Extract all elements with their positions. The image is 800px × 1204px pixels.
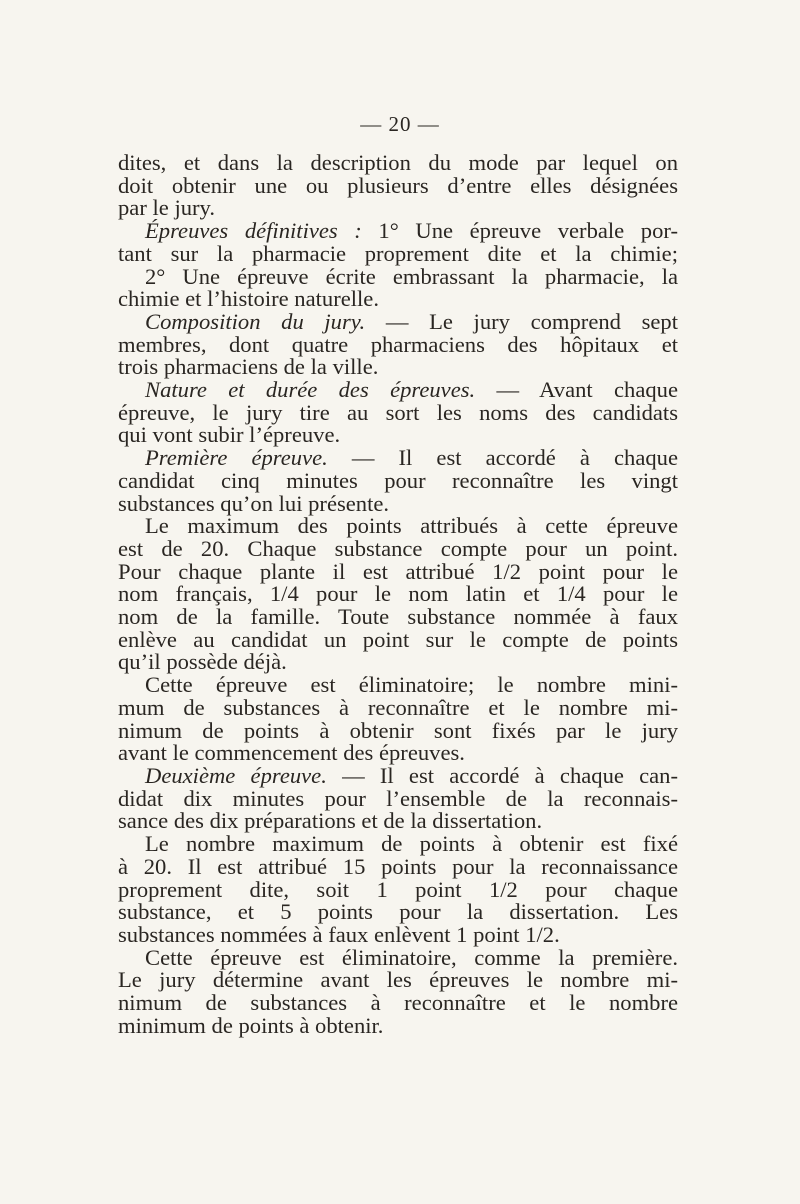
text-run: — Le jury comprend sept [365, 308, 678, 334]
text-line: Le jury détermine avant les épreuves le nombre mi- [118, 967, 678, 993]
text-line: est de 20. Chaque substance compte pour un point. [118, 535, 678, 561]
text-run: 1° Une épreuve verbale por- [361, 218, 678, 244]
text-line: proprement dite, soit 1 point 1/2 pour chaque [118, 876, 678, 902]
text-line: chimie et l’histoire naturelle. [118, 286, 379, 312]
text-line [118, 762, 678, 788]
text-line: mum de substances à reconnaître et le nombre mi- [118, 694, 678, 720]
text-line: substance, et 5 points pour la dissertation. Les [118, 899, 678, 925]
text-line: dites, et dans la description du mode par lequel on [118, 150, 678, 175]
text-line [118, 220, 678, 243]
text-line: substances nommées à faux enlèvent 1 point 1/2. [118, 921, 560, 947]
text-line: Pour chaque plante il est attribué 1/2 point pour le [118, 558, 678, 584]
section-heading: Composition du jury. [145, 308, 366, 334]
text-line: trois pharmaciens de la ville. [118, 354, 379, 380]
text-line: Le maximum des points attribués à cette épreuve [145, 513, 678, 539]
text-line: nom français, 1/4 pour le nom latin et 1/4 pour le [118, 581, 678, 607]
text-line: didat dix minutes pour l’ensemble de la reconnais- [118, 785, 678, 811]
text-run: — Avant chaque [475, 377, 678, 403]
page-number: — 20 — [360, 112, 440, 136]
text-line: candidat cinq minutes pour reconnaître les vingt [118, 467, 678, 493]
text-line: Cette épreuve est éliminatoire; le nombre mini- [145, 672, 678, 698]
text-line: avant le commencement des épreuves. [118, 740, 465, 766]
text-run: — Il est accordé à chaque can- [326, 762, 678, 788]
text-line: à 20. Il est attribué 15 points pour la reconnaissance [118, 853, 678, 879]
section-heading: Nature et durée des épreuves. [145, 377, 476, 403]
text-line: enlève au candidat un point sur le compte de points [118, 626, 678, 652]
text-line: tant sur la pharmacie proprement dite et la chimie; [118, 240, 678, 266]
text-line: qui vont subir l’épreuve. [118, 422, 341, 448]
text-line [118, 308, 678, 334]
text-line: membres, dont quatre pharmaciens des hôpitaux et [118, 331, 678, 357]
text-run: — Il est accordé à chaque [327, 445, 678, 471]
text-line: épreuve, le jury tire au sort les noms des candidats [118, 399, 678, 425]
text-line: nimum de substances à reconnaître et le nombre [118, 990, 678, 1016]
text-line: doit obtenir une ou plusieurs d’entre elles désignées [118, 172, 678, 198]
text-line: minimum de points à obtenir. [118, 1012, 384, 1038]
section-heading: Première épreuve. [145, 445, 328, 471]
section-heading: Deuxième épreuve. [145, 762, 327, 788]
text-line: nimum de points à obtenir sont fixés par le jury [118, 717, 678, 743]
text-line: par le jury. [118, 195, 216, 221]
text-line: Le nombre maximum de points à obtenir est fixé [145, 831, 678, 857]
text-line [118, 447, 678, 470]
text-line [118, 379, 678, 402]
text-line: 2° Une épreuve écrite embrassant la pharmacie, la [145, 263, 678, 289]
text-line: nom de la famille. Toute substance nommée à faux [118, 604, 678, 630]
section-heading: Épreuves définitives : [145, 218, 362, 244]
text-line: sance des dix préparations et de la dissertation. [118, 808, 543, 834]
text-line: qu’il possède déjà. [118, 649, 287, 675]
text-line: substances qu’on lui présente. [118, 490, 390, 516]
text-line: Cette épreuve est éliminatoire, comme la première. [145, 944, 678, 970]
body-text [118, 152, 678, 1037]
